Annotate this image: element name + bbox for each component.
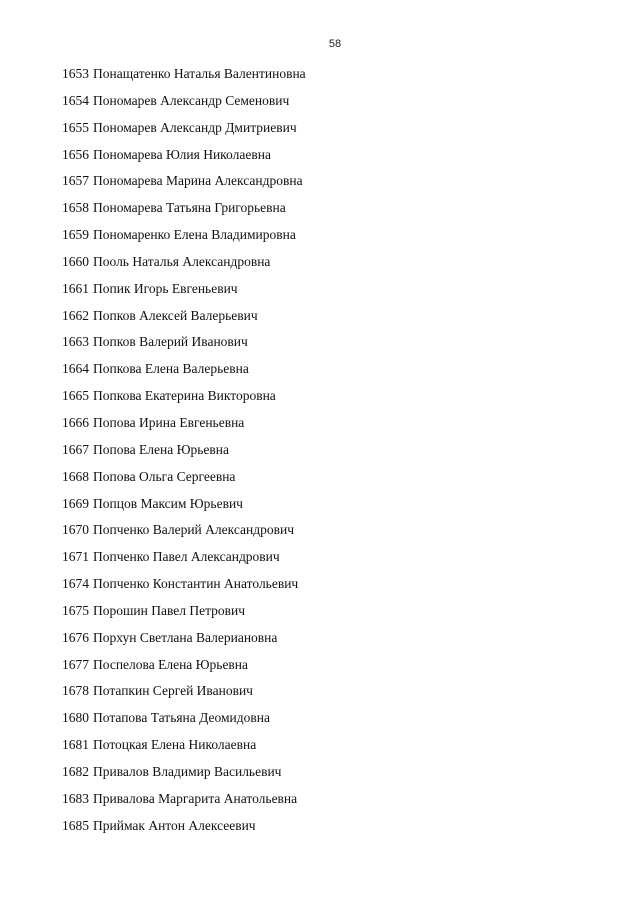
entry-number: 1664: [62, 361, 89, 377]
entry-number: 1682: [62, 763, 89, 779]
list-item: [62, 91, 306, 118]
entry-name: Поспелова Елена Юрьевна: [93, 656, 249, 672]
entry-number: 1669: [62, 495, 89, 511]
entry-number: 1671: [62, 549, 89, 565]
entry-number: 1653: [62, 66, 89, 81]
entry-name: Пооль Наталья Александровна: [93, 253, 271, 269]
list-item: [62, 413, 306, 440]
entry-number: 1661: [62, 280, 89, 296]
list-item: [62, 816, 306, 843]
list-item: [62, 198, 306, 225]
list-item: [62, 762, 306, 789]
entry-name: Пономаренко Елена Владимировна: [93, 227, 296, 243]
list-item: [62, 520, 306, 547]
list-item: [62, 64, 306, 91]
entry-name: Порхун Светлана Валериановна: [93, 629, 278, 645]
entry-name: Потоцкая Елена Николаевна: [93, 737, 257, 753]
entry-name: Попова Ирина Евгеньевна: [93, 414, 245, 430]
list-item: [62, 681, 306, 708]
entry-name: Привалова Маргарита Анатольевна: [93, 790, 298, 806]
entry-number: 1685: [62, 817, 89, 833]
entry-list: [62, 64, 306, 842]
entry-number: 1666: [62, 414, 89, 430]
entry-name: Пономарев Александр Семенович: [93, 92, 290, 108]
entry-number: 1670: [62, 522, 89, 538]
entry-number: 1667: [62, 441, 89, 457]
entry-number: 1676: [62, 629, 89, 645]
entry-name: Пономарева Татьяна Григорьевна: [93, 200, 286, 216]
page-number: 58: [328, 38, 342, 50]
entry-number: 1659: [62, 227, 89, 243]
entry-number: 1662: [62, 307, 89, 323]
list-item: [62, 467, 306, 494]
entry-name: Попченко Павел Александрович: [93, 549, 280, 565]
entry-name: Приймак Антон Алексеевич: [93, 817, 256, 833]
entry-number: 1681: [62, 737, 89, 753]
list-item: [62, 789, 306, 816]
entry-name: Пономарева Юлия Николаевна: [93, 146, 271, 162]
entry-number: 1665: [62, 388, 89, 404]
list-item: [62, 359, 306, 386]
entry-number: 1675: [62, 602, 89, 618]
entry-name: Потапкин Сергей Иванович: [93, 683, 253, 699]
entry-name: Попченко Константин Анатольевич: [93, 576, 299, 592]
entry-name: Попков Алексей Валерьевич: [93, 307, 258, 323]
entry-name: Пономарев Александр Дмитриевич: [93, 119, 297, 135]
entry-number: 1657: [62, 173, 89, 189]
list-item: [62, 574, 306, 601]
list-item: [62, 306, 306, 333]
list-item: [62, 332, 306, 359]
entry-name: Попкова Екатерина Викторовна: [93, 388, 276, 404]
entry-name: Попцов Максим Юрьевич: [93, 495, 243, 511]
entry-name: Попик Игорь Евгеньевич: [93, 280, 238, 296]
list-item: [62, 735, 306, 762]
entry-number: 1683: [62, 790, 89, 806]
list-item: [62, 225, 306, 252]
entry-number: 1677: [62, 656, 89, 672]
entry-number: 1668: [62, 468, 89, 484]
entry-number: 1674: [62, 576, 89, 592]
entry-number: 1654: [62, 92, 89, 108]
entry-name: Потапова Татьяна Деомидовна: [93, 710, 270, 726]
entry-name: Попкова Елена Валерьевна: [93, 361, 249, 377]
list-item: [62, 708, 306, 735]
entry-name: Порошин Павел Петрович: [93, 602, 246, 618]
entry-name: Понащатенко Наталья Валентиновна: [93, 66, 306, 81]
list-item: [62, 279, 306, 306]
list-item: [62, 386, 306, 413]
entry-name: Пономарева Марина Александровна: [93, 173, 303, 189]
list-item: [62, 440, 306, 467]
entry-number: 1656: [62, 146, 89, 162]
entry-name: Привалов Владимир Васильевич: [93, 763, 282, 779]
list-item: [62, 494, 306, 521]
entry-number: 1660: [62, 253, 89, 269]
list-item: [62, 145, 306, 172]
list-item: [62, 118, 306, 145]
entry-number: 1680: [62, 710, 89, 726]
entry-number: 1678: [62, 683, 89, 699]
entry-number: 1655: [62, 119, 89, 135]
entry-name: Попова Ольга Сергеевна: [93, 468, 236, 484]
list-item: [62, 252, 306, 279]
list-item: [62, 655, 306, 682]
entry-name: Попченко Валерий Александрович: [93, 522, 294, 538]
entry-name: Попков Валерий Иванович: [93, 334, 248, 350]
list-item: [62, 171, 306, 198]
entry-number: 1663: [62, 334, 89, 350]
entry-number: 1658: [62, 200, 89, 216]
entry-name: Попова Елена Юрьевна: [93, 441, 229, 457]
list-item: [62, 628, 306, 655]
list-item: [62, 601, 306, 628]
list-item: [62, 547, 306, 574]
